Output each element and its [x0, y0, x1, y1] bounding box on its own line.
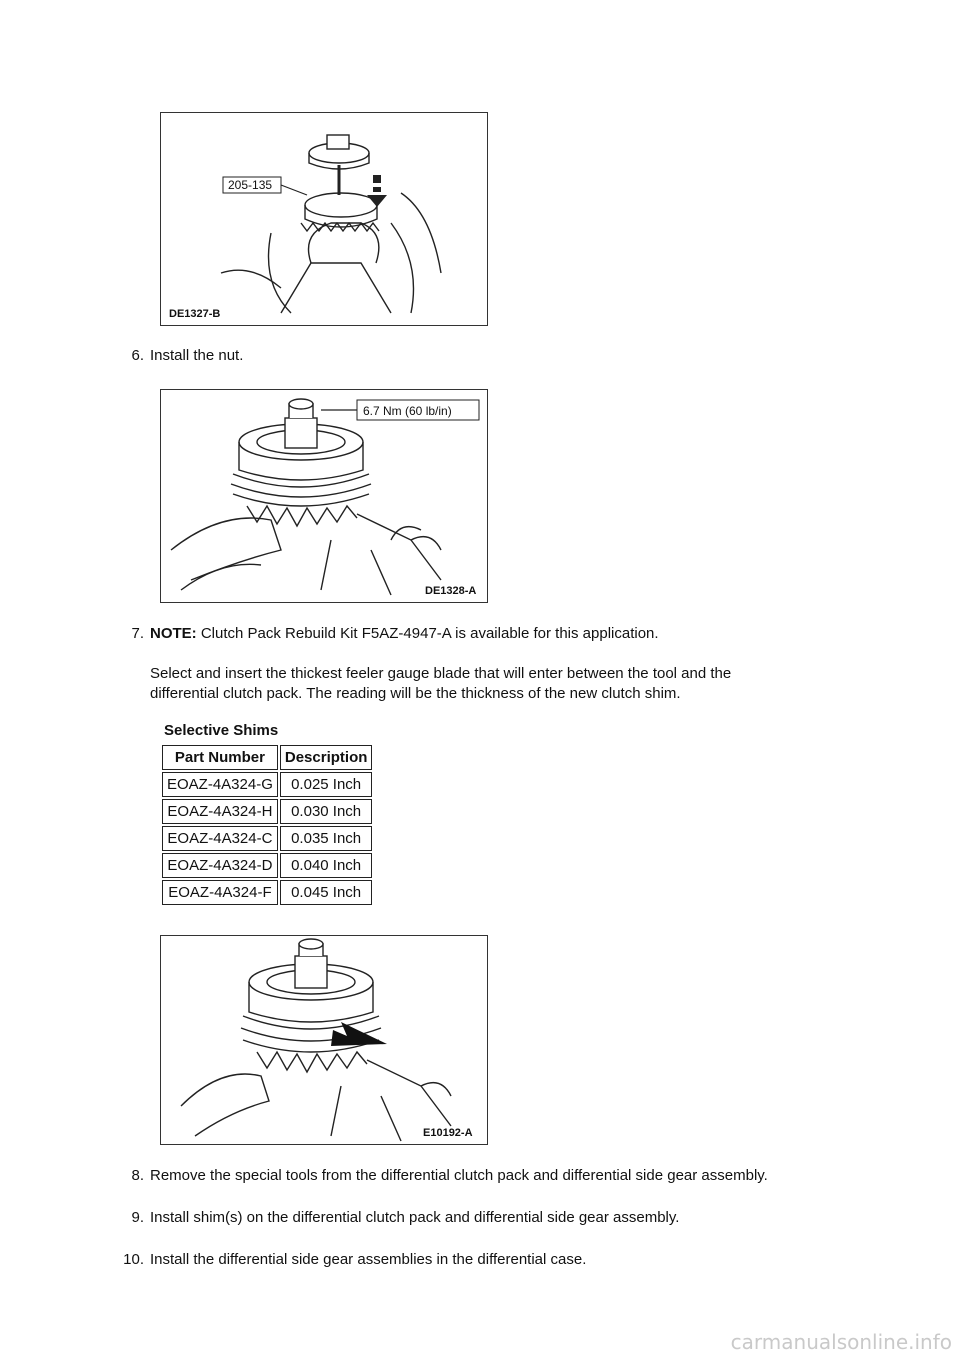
figure-2-label: DE1328-A [425, 585, 477, 597]
table-header-row [162, 745, 372, 770]
step-9 [110, 1208, 910, 1230]
step-number: 8. [131, 1167, 144, 1184]
description-cell: 0.035 Inch [280, 826, 373, 851]
description-cell: 0.040 Inch [280, 853, 373, 878]
figure-1-label: DE1327-B [169, 308, 221, 320]
figure-de1328-a [160, 389, 488, 603]
part-number-cell: EOAZ-4A324-D [162, 853, 278, 878]
step-number: 10. [123, 1251, 144, 1268]
figure-de1327-b [160, 112, 488, 326]
part-number-cell: EOAZ-4A324-F [162, 880, 278, 905]
step-text: Remove the special tools from the differential clutch pack and differential side gear assembly. [150, 1167, 768, 1184]
part-number-cell: EOAZ-4A324-C [162, 826, 278, 851]
description-cell: 0.045 Inch [280, 880, 373, 905]
table-row [162, 880, 372, 905]
table-row [162, 799, 372, 824]
step-number: 7. [131, 625, 144, 642]
table-row [162, 853, 372, 878]
table-row [162, 772, 372, 797]
figure-3-label: E10192-A [423, 1127, 473, 1139]
step-7 [110, 624, 910, 704]
part-number-cell: EOAZ-4A324-H [162, 799, 278, 824]
step-text: Install the nut. [150, 347, 244, 364]
step-text: Install shim(s) on the differential clutch pack and differential side gear assembly. [150, 1209, 680, 1226]
header-part-number: Part Number [162, 745, 278, 770]
figure-2-illustration [161, 390, 487, 602]
figure-1-callout: 205-135 [228, 178, 273, 192]
watermark: carmanualsonline.info [730, 1330, 952, 1354]
figure-e10192-a [160, 935, 488, 1145]
step-text: Install the differential side gear assemblies in the differential case. [150, 1251, 587, 1268]
step-number: 9. [131, 1209, 144, 1226]
step-8 [110, 1166, 910, 1188]
table-caption: Selective Shims [164, 722, 279, 739]
step-6 [110, 346, 910, 368]
step-10 [110, 1250, 910, 1272]
description-cell: 0.025 Inch [280, 772, 373, 797]
selective-shims-table [160, 743, 374, 907]
header-description: Description [280, 745, 373, 770]
figure-1-illustration [161, 113, 487, 325]
figure-3-illustration [161, 936, 487, 1144]
step-text: Select and insert the thickest feeler gauge blade that will enter between the tool and the differential clutch pack. The reading will be the thickness of the new clutch shim. [150, 665, 732, 702]
part-number-cell: EOAZ-4A324-G [162, 772, 278, 797]
step-number: 6. [131, 347, 144, 364]
note-label: NOTE: [150, 625, 197, 642]
description-cell: 0.030 Inch [280, 799, 373, 824]
note-text: Clutch Pack Rebuild Kit F5AZ-4947-A is available for this application. [196, 625, 659, 642]
table-row [162, 826, 372, 851]
step-note [150, 624, 890, 644]
figure-2-callout: 6.7 Nm (60 lb/in) [363, 404, 452, 418]
